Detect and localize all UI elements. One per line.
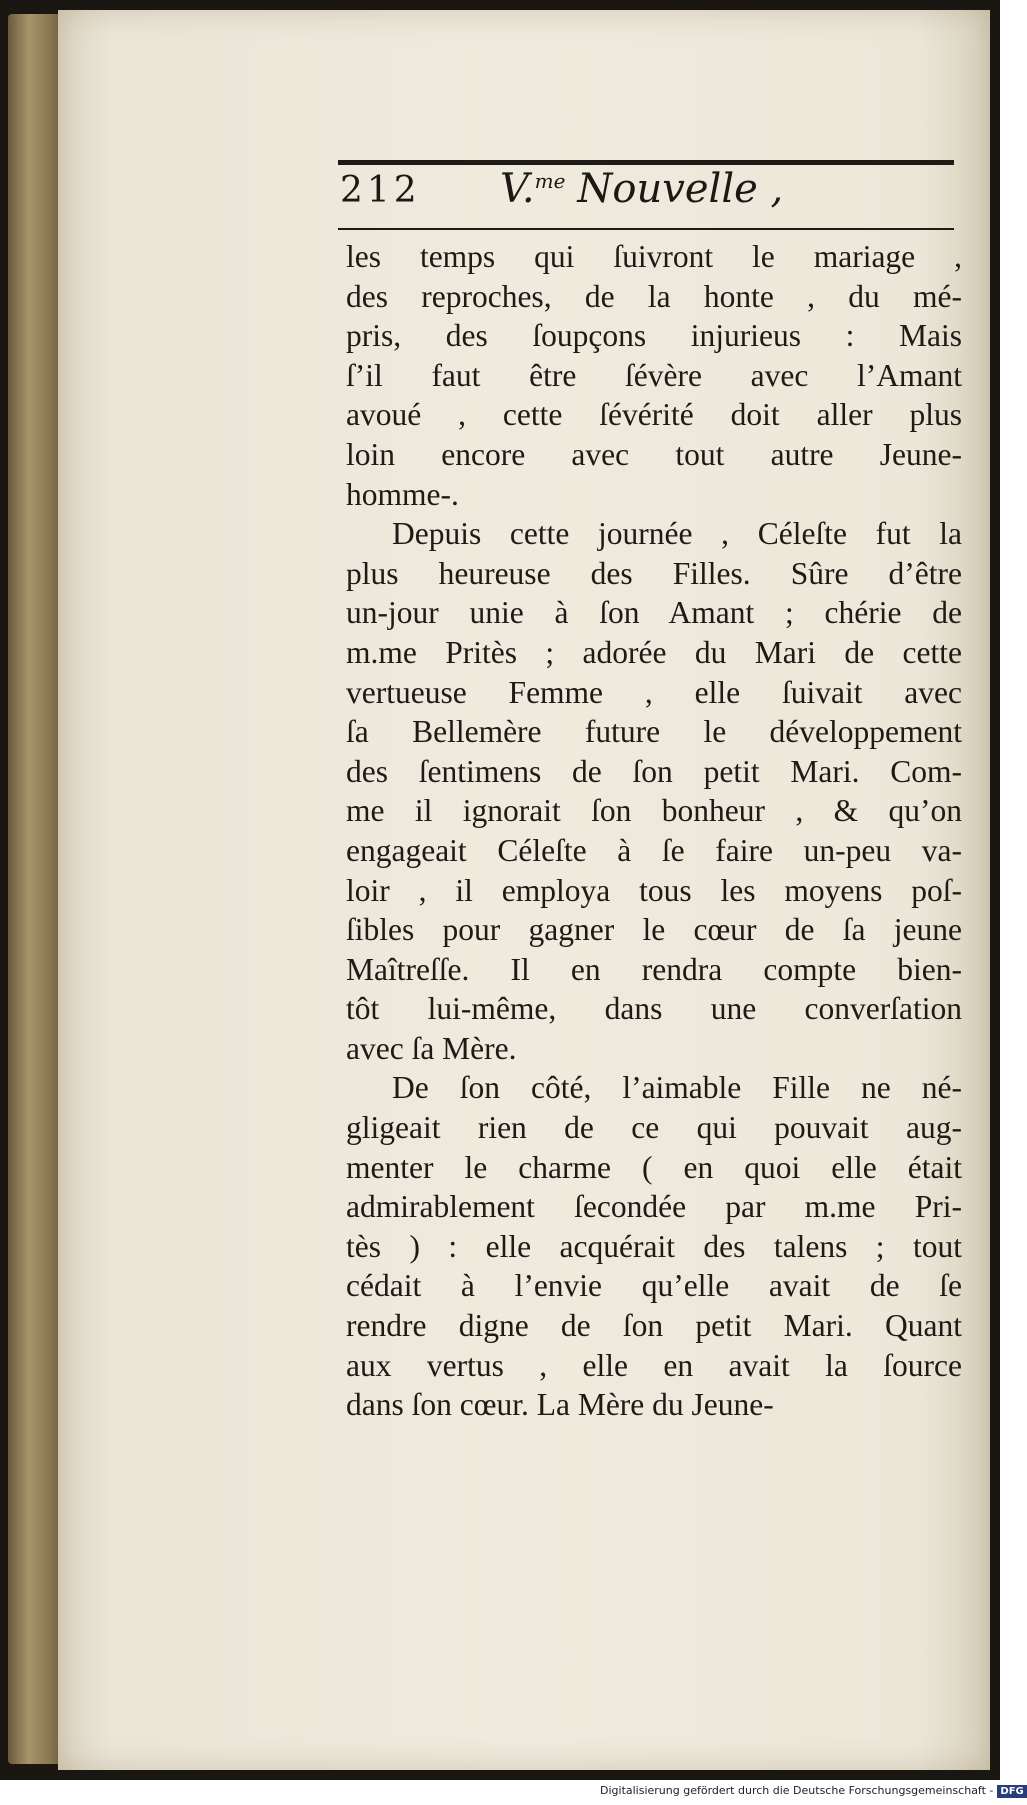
running-title-prefix: V. — [500, 166, 535, 212]
text-line: Maîtreſſe. Il en rendra compte bien- — [346, 951, 962, 987]
text-line: loir , il employa tous les moyens poſ- — [346, 872, 962, 908]
text-line: dans ſon cœur. La Mère du Jeune- — [346, 1387, 774, 1423]
text-line: des ſentimens de ſon petit Mari. Com- — [346, 753, 962, 789]
credit-text: Digitalisierung gefördert durch die Deutsche Forschungsgemeinschaft - — [600, 1784, 994, 1797]
text-line: pris, des ſoupçons injurieus : Mais — [346, 318, 962, 354]
running-title-main: Nouvelle , — [577, 166, 784, 212]
text-line: cédait à l’envie qu’elle avait de ſe — [346, 1268, 962, 1304]
text-line: tôt lui-même, dans une converſation — [346, 991, 962, 1027]
text-line: aux vertus , elle en avait la ſource — [346, 1347, 962, 1383]
text-line: menter le charme ( en quoi elle était — [346, 1149, 962, 1185]
paragraph — [346, 514, 962, 1068]
paragraph — [346, 1068, 962, 1424]
body-text — [346, 237, 962, 1425]
dfg-logo: DFG — [997, 1785, 1026, 1798]
text-line: les temps qui ſuivront le mariage , — [346, 239, 962, 274]
running-title — [500, 166, 783, 212]
text-line: loin encore avec tout autre Jeune- — [346, 436, 962, 472]
text-line: plus heureuse des Filles. Sûre d’être — [346, 555, 962, 591]
text-line: admirablement ſecondée par m.me Pri- — [346, 1189, 962, 1225]
text-line: avoué , cette ſévérité doit aller plus — [346, 397, 962, 433]
text-line: tès ) : elle acquérait des talens ; tout — [346, 1228, 962, 1264]
text-line: ſ’il faut être ſévère avec l’Amant — [346, 357, 962, 393]
text-line: Depuis cette journée , Céleſte fut la — [392, 516, 962, 552]
text-line: me il ignorait ſon bonheur , & qu’on — [346, 793, 962, 829]
text-line: engageait Céleſte à ſe faire un-peu va- — [346, 832, 962, 868]
text-line: ſibles pour gagner le cœur de ſa jeune — [346, 912, 962, 948]
header-rule-top — [338, 160, 954, 165]
text-line: gligeait rien de ce qui pouvait aug- — [346, 1110, 962, 1146]
text-line: rendre digne de ſon petit Mari. Quant — [346, 1308, 962, 1344]
text-line: ſa Bellemère future le développement — [346, 714, 962, 750]
header-rule-bottom — [338, 228, 954, 230]
page-number: 212 — [340, 170, 421, 211]
text-line: De ſon côté, l’aimable Fille ne né- — [392, 1070, 962, 1106]
text-line: m.me Pritès ; adorée du Mari de cette — [346, 634, 962, 670]
text-line: un-jour unie à ſon Amant ; chérie de — [346, 595, 962, 631]
text-line: des reproches, de la honte , du mé- — [346, 278, 962, 314]
text-line: vertueuse Femme , elle ſuivait avec — [346, 674, 962, 710]
running-title-sup: me — [534, 168, 566, 193]
paragraph — [346, 237, 962, 514]
text-line: avec ſa Mère. — [346, 1030, 517, 1066]
text-line: homme-. — [346, 476, 459, 512]
digitization-credit — [600, 1784, 1024, 1802]
